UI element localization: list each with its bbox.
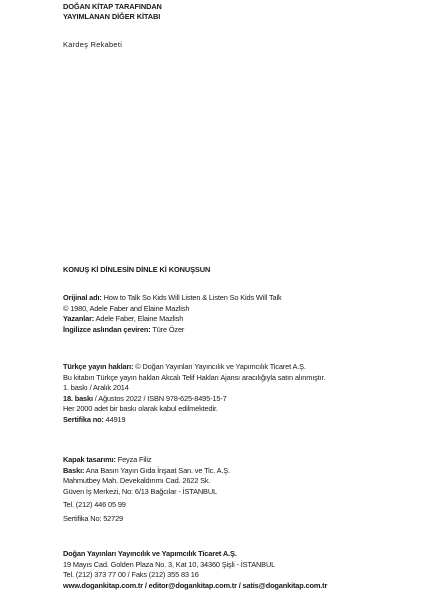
printer-value: Ana Basın Yayın Gıda İnşaat San. ve Tic. A.Ş. bbox=[85, 465, 230, 475]
certificate-line bbox=[63, 415, 325, 426]
other-books-heading-line-2: YAYIMLANAN DİĞER KİTABI bbox=[63, 12, 161, 22]
translator-label: İngilizce aslından çeviren: bbox=[63, 324, 151, 334]
rights-block bbox=[63, 362, 325, 426]
certificate-value: 44919 bbox=[105, 414, 126, 424]
printer-label: Baskı: bbox=[63, 465, 85, 475]
publisher-name: Doğan Yayınları Yayıncılık ve Yapımcılık Ticaret A.Ş. bbox=[63, 549, 237, 558]
publisher-contacts[interactable]: www.dogankitap.com.tr / editor@dogankitap.com.tr / satis@dogankitap.com.tr bbox=[63, 580, 328, 590]
publisher-phone: Tel. (212) 373 77 00 / Faks (212) 355 83 16 bbox=[63, 570, 199, 580]
translator-line bbox=[63, 325, 282, 336]
printer-certificate: Sertifika No: 52729 bbox=[63, 513, 124, 523]
printer-phone: Tel. (212) 446 05 99 bbox=[63, 500, 126, 510]
rights-line bbox=[63, 362, 325, 373]
publisher-address: 19 Mayıs Cad. Golden Plaza No. 3, Kat 10, 34360 Şişli - İSTANBUL bbox=[63, 559, 276, 569]
rights-value: © Doğan Yayınları Yayıncılık ve Yapımcılık Ticaret A.Ş. bbox=[135, 362, 306, 371]
cover-design-label: Kapak tasarımı: bbox=[63, 455, 116, 464]
rights-agency: Bu kitabın Türkçe yayın hakları Akcalı Telif Hakları Ajansı aracılığıyla satın alınmıştır. bbox=[63, 372, 326, 382]
translator-value: Türe Özer bbox=[152, 324, 185, 334]
original-title-value: How to Talk So Kids Will Listen & Listen So Kids Will Talk bbox=[103, 293, 282, 302]
original-title-label: Orijinal adı: bbox=[63, 293, 102, 302]
printer-address-1: Mahmutbey Mah. Devekaldırımı Cad. 2622 Sk. bbox=[63, 476, 211, 486]
original-info-block bbox=[63, 293, 282, 335]
authors-value: Adele Faber, Elaine Mazlish bbox=[95, 314, 184, 324]
original-title-line bbox=[63, 293, 282, 304]
copies-note: Her 2000 adet bir baskı olarak kabul edilmektedir. bbox=[63, 404, 218, 414]
printer-address-2: Güven İş Merkezi, No: 6/13 Bağcılar - İSTANBUL bbox=[63, 486, 217, 496]
cover-design-line bbox=[63, 455, 230, 466]
original-copyright: © 1980, Adele Faber and Elaine Mazlish bbox=[63, 303, 190, 313]
publisher-block bbox=[63, 549, 327, 591]
book-title: KONUŞ Kİ DİNLESİN DİNLE Kİ KONUŞSUN bbox=[63, 265, 211, 274]
current-print-value: / Ağustos 2022 / ISBN 978-625-8495-15-7 bbox=[94, 393, 227, 403]
first-print: 1. baskı / Aralık 2014 bbox=[63, 383, 129, 393]
current-print-label: 18. baskı bbox=[63, 393, 93, 403]
other-books-heading bbox=[63, 2, 162, 22]
cover-design-value: Feyza Filiz bbox=[117, 455, 152, 464]
certificate-label: Sertifika no: bbox=[63, 414, 104, 424]
authors-line bbox=[63, 314, 282, 325]
authors-label: Yazanlar: bbox=[63, 314, 95, 324]
printer-line bbox=[63, 466, 230, 477]
other-books-heading-line-1: DOĞAN KİTAP TARAFINDAN bbox=[63, 2, 162, 11]
current-print-line bbox=[63, 394, 325, 405]
rights-label: Türkçe yayın hakları: bbox=[63, 362, 134, 371]
production-block bbox=[63, 455, 230, 525]
other-book-title: Kardeş Rekabeti bbox=[63, 40, 123, 49]
